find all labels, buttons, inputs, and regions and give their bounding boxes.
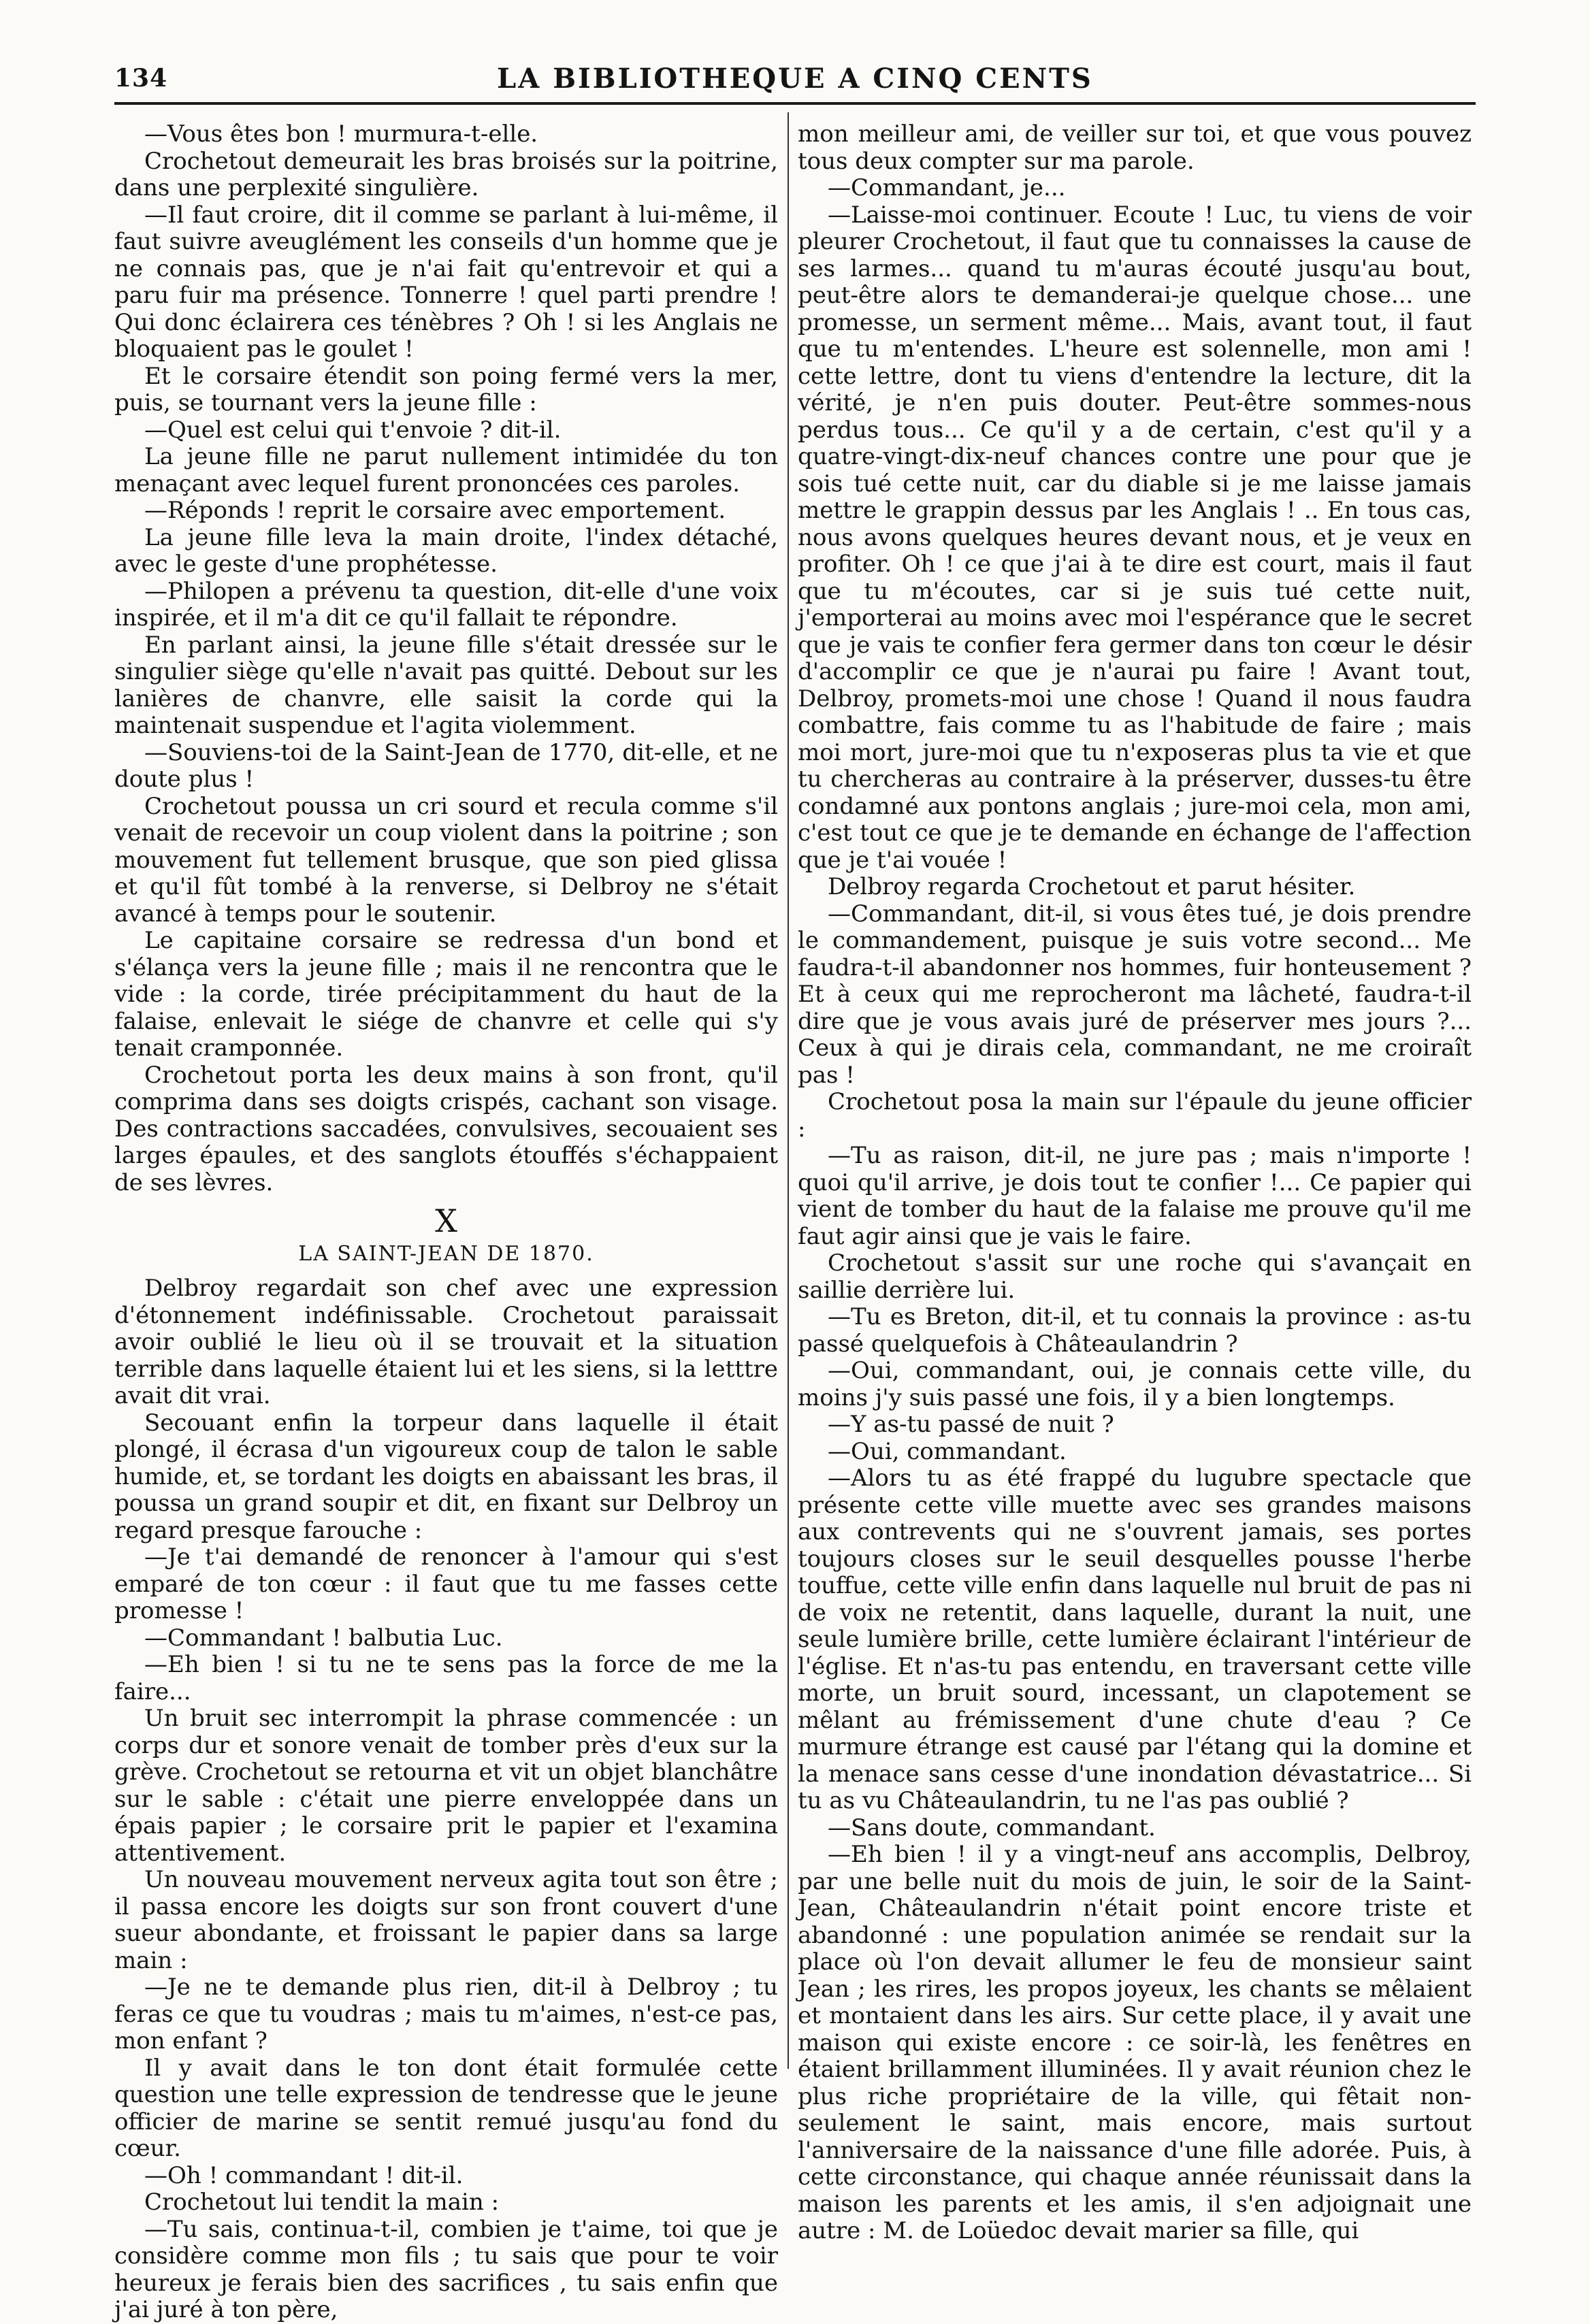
chapter-number: X [435,1202,457,1239]
paragraph: —Je ne te demande plus rien, dit-il à Delbroy ; tu feras ce que tu voudras ; mais tu m'aimes, n'est-ce pas, mon enfant ? [114,1974,778,2055]
paragraph: Delbroy regardait son chef avec une expression d'étonnement indéfinissable. Crochetout paraissait avoir oublié le lieu où il se trouvait et la situation terrible dans laquelle étaient lui et les siens, si la letttre avait dit vrai. [114,1275,778,1409]
paragraph: Et le corsaire étendit son poing fermé vers la mer, puis, se tournant vers la jeune fille : [114,362,778,416]
paragraph: —Souviens-toi de la Saint-Jean de 1770, dit-elle, et ne doute plus ! [114,738,778,793]
paragraph: —Tu sais, continua-t-il, combien je t'aime, toi que je considère comme mon fils ; tu sais que pour te voir heureux je ferais bien des sacrifices , tu sais enfin que j'ai juré à ton père, [114,2215,778,2323]
paragraph: Crochetout s'assit sur une roche qui s'avançait en saillie derrière lui. [798,1249,1472,1304]
left-column [114,120,778,2323]
paragraph: Secouant enfin la torpeur dans laquelle il était plongé, il écrasa d'un vigoureux coup de talon le sable humide, et, se tordant les doigts en abaissant les bras, il poussa un grand soupir et dit, en fixant sur Delbroy un regard presque farouche : [114,1409,778,1544]
paragraph: En parlant ainsi, la jeune fille s'était dressée sur le singulier siège qu'elle n'avait pas quitté. Debout sur les lanières de chanvre, elle saisit la corde qui la maintenait suspendue et l'agita violemment. [114,631,778,739]
paragraph: Crochetout demeurait les bras broisés sur la poitrine, dans une perplexité singulière. [114,147,778,201]
paragraph: —Oui, commandant. [828,1437,1067,1465]
header-rule [114,102,1476,105]
page-header [114,60,1476,101]
paragraph: Le capitaine corsaire se redressa d'un bond et s'élança vers la jeune fille ; mais il ne rencontra que le vide : la corde, tirée précipitamment du haut de la falaise, enlevait le siége de chanvre et celle qui s'y tenait cramponnée. [114,927,778,1062]
running-title: LA BIBLIOTHEQUE A CINQ CENTS [497,63,1093,95]
paragraph: Crochetout posa la main sur l'épaule du jeune officier : [798,1088,1472,1143]
paragraph: La jeune fille ne parut nullement intimidée du ton menaçant avec lequel furent prononcées ces paroles. [114,443,778,497]
paragraph: Il y avait dans le ton dont était formulée cette question une telle expression de tendresse que le jeune officier de marine se sentit remué jusqu'au fond du cœur. [114,2054,778,2162]
paragraph: —Je t'ai demandé de renoncer à l'amour qui s'est emparé de ton cœur : il faut que tu me fasses cette promesse ! [114,1543,778,1624]
paragraph: —Eh bien ! il y a vingt-neuf ans accomplis, Delbroy, par une belle nuit du mois de juin, le soir de la Saint-Jean, Châteaulandrin n'était point encore triste et abandonné : une population animée se rendait sur la place où l'on devait allumer le feu de monsieur saint Jean ; les rires, les propos joyeux, les chants se mêlaient et montaient dans les airs. Sur cette place, il y avait une maison qui existe encore : ce soir-là, les fenêtres en étaient brillamment illuminées. Il y avait réunion chez le plus riche propriétaire de la ville, qui fêtait non-seulement le saint, mais encore, mais surtout l'anniversaire de la naissance d'une fille adorée. Puis, à cette circonstance, qui chaque année réunissait dans la maison les parents et les amis, il s'en adjoignait une autre : M. de Loüedoc devait marier sa fille, qui [798,1841,1472,2244]
paragraph: —Commandant, je... [828,174,1066,201]
paragraph: La jeune fille leva la main droite, l'index détaché, avec le geste d'une prophétesse. [114,523,778,578]
paragraph: —Il faut croire, dit il comme se parlant à lui-même, il faut suivre aveuglément les conseils d'un homme que je ne connais pas, que je n'ai fait qu'entrevoir et qui a paru fuir ma présence. Tonnerre ! quel parti prendre ! Qui donc éclairera ces ténèbres ? Oh ! si les Anglais ne bloquaient pas le goulet ! [114,201,778,363]
paragraph-continued: mon meilleur ami, de veiller sur toi, et que vous pouvez tous deux compter sur ma parole. [798,120,1472,175]
paragraph: Crochetout poussa un cri sourd et recula comme s'il venait de recevoir un coup violent dans la poitrine ; son mouvement fut tellement brusque, que son pied glissa et qu'il fût tombé à la renverse, si Delbroy ne s'était avancé à temps pour le soutenir. [114,792,778,928]
paragraph: —Eh bien ! si tu ne te sens pas la force de me la faire... [114,1651,778,1705]
column-divider [788,112,789,2069]
paragraph: —Vous êtes bon ! murmura-t-elle. [144,120,538,148]
right-column [798,120,1472,2244]
chapter-title: LA SAINT-JEAN DE 1870. [298,1242,594,1266]
paragraph: Un bruit sec interrompit la phrase commencée : un corps dur et sonore venait de tomber près d'eux sur la grève. Crochetout se retourna et vit un objet blanchâtre sur le sable : c'était une pierre enveloppée dans un épais papier ; le corsaire prit le papier et l'examina attentivement. [114,1705,778,1867]
paragraph: —Philopen a prévenu ta question, dit-elle d'une voix inspirée, et il m'a dit ce qu'il fallait te répondre. [114,577,778,632]
paragraph: —Oui, commandant, oui, je connais cette ville, du moins j'y suis passé une fois, il y a bien longtemps. [798,1357,1472,1411]
paragraph: —Y as-tu passé de nuit ? [828,1411,1114,1438]
paragraph: —Tu as raison, dit-il, ne jure pas ; mais n'importe ! quoi qu'il arrive, je dois tout te confier !... Ce papier qui vient de tomber du haut de la falaise me prouve qu'il me faut agir ainsi que je vais le faire. [798,1142,1472,1250]
paragraph: —Laisse-moi continuer. Ecoute ! Luc, tu viens de voir pleurer Crochetout, il faut que tu connaisses la cause de ses larmes... quand tu m'auras écouté jusqu'au bout, peut-être alors te demanderai-je quelque chose... une promesse, un serment même... Mais, avant tout, il faut que tu m'entendes. L'heure est solennelle, mon ami ! cette lettre, dont tu viens d'entendre la lecture, dit la vérité, je n'en puis douter. Peut-être sommes-nous perdus tous... Ce qu'il y a de certain, c'est qu'il y a quatre-vingt-dix-neuf chances contre une pour que je sois tué cette nuit, car du diable si je me laisse jamais mettre le grappin dessus par les Anglais ! .. En tous cas, nous avons quelques heures devant nous, et je veux en profiter. Oh ! ce que j'ai à te dire est court, mais il faut que tu m'écoutes, car si je suis tué cette nuit, j'emporterai au moins avec moi l'espérance que le secret que je vais te confier fera germer dans ton cœur le désir d'accomplir ce que je n'aurai pu faire ! Avant tout, Delbroy, promets-moi une chose ! Quand il nous faudra combattre, fais comme tu as l'habitude de faire ; mais moi mort, jure-moi que tu n'exposeras plus ta vie et que tu chercheras au contraire à la préserver, dusses-tu être condamné aux pontons anglais ; jure-moi cela, mon ami, c'est tout ce que je te demande en échange de l'affection que je t'ai vouée ! [798,201,1472,874]
paragraph: —Quel est celui qui t'envoie ? dit-il. [144,416,562,444]
paragraph: —Tu es Breton, dit-il, et tu connais la province : as-tu passé quelquefois à Châteaulandrin ? [798,1303,1472,1358]
paragraph: Un nouveau mouvement nerveux agita tout son être ; il passa encore les doigts sur son front couvert d'une sueur abondante, et froissant le papier dans sa large main : [114,1866,778,1974]
paragraph: Crochetout lui tendit la main : [144,2189,500,2216]
paragraph: —Commandant, dit-il, si vous êtes tué, je dois prendre le commandement, puisque je suis votre second... Me faudra-t-il abandonner nos hommes, fuir honteusement ? Et à ceux qui me reprocheront ma lâcheté, faudra-t-il dire que je vous avais juré de préserver mes jours ?... Ceux à qui je dirais cela, commandant, ne me croiraît pas ! [798,900,1472,1089]
paragraph: Delbroy regarda Crochetout et parut hésiter. [828,873,1356,900]
paragraph: —Commandant ! balbutia Luc. [144,1624,503,1652]
paragraph: —Oh ! commandant ! dit-il. [144,2161,464,2189]
paragraph: —Alors tu as été frappé du lugubre spectacle que présente cette ville muette avec ses grandes maisons aux contrevents qui ne s'ouvrent jamais, ses portes toujours closes sur le seuil desquelles pousse l'herbe touffue, cette ville enfin dans laquelle nul bruit de pas ni de voix ne retentit, dans laquelle, durant la nuit, une seule lumière brille, cette lumière éclairant l'intérieur de l'église. Et n'as-tu pas entendu, en traversant cette ville morte, un bruit sourd, incessant, un clapotement se mêlant au frémissement d'une chute d'eau ? Ce murmure étrange est causé par l'étang qui la domine et la menace sans cesse d'une inondation dévastatrice... Si tu as vu Châteaulandrin, tu ne l'as pas oublié ? [798,1464,1472,1814]
paragraph: Crochetout porta les deux mains à son front, qu'il comprima dans ses doigts crispés, cachant son visage. Des contractions saccadées, convulsives, secouaient ses larges épaules, et des sanglots étouffés s'échappaient de ses lèvres. [114,1061,778,1196]
page-number: 134 [114,64,168,93]
paragraph: —Réponds ! reprit le corsaire avec emportement. [144,497,726,524]
paragraph: —Sans doute, commandant. [828,1814,1156,1842]
